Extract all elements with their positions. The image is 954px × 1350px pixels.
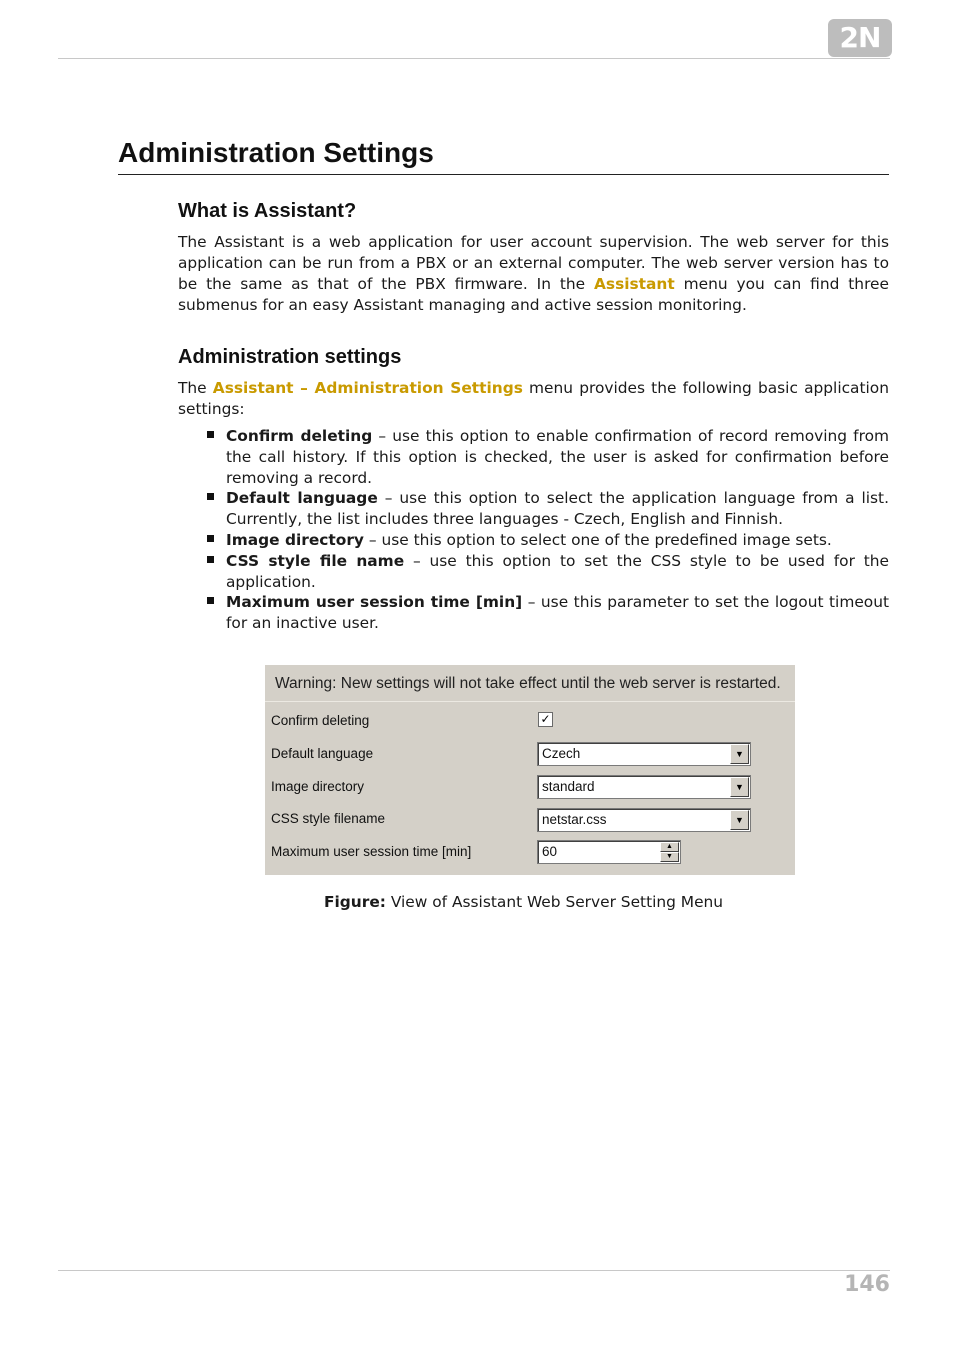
- page-title: Administration Settings: [118, 134, 889, 175]
- list-item: [206, 592, 889, 634]
- css-filename-label: CSS style filename: [271, 811, 386, 826]
- confirm-deleting-label: Confirm deleting: [271, 713, 370, 728]
- css-filename-value: netstar.css: [542, 812, 607, 827]
- caption-text: View of Assistant Web Server Setting Menu: [385, 893, 724, 911]
- session-time-stepper[interactable]: [537, 840, 681, 864]
- list-item: [206, 551, 889, 593]
- bullet-term: Image directory: [226, 530, 364, 549]
- spin-buttons: [660, 842, 679, 862]
- bullet-description: – use this option to select one of the predefined image sets.: [363, 530, 832, 549]
- spin-down-icon[interactable]: ▼: [660, 852, 679, 862]
- assistant-menu-reference: Assistant: [594, 275, 675, 293]
- section-paragraph-intro: [178, 378, 889, 420]
- bullet-term: CSS style file name: [226, 551, 405, 570]
- checkmark-icon: ✓: [540, 712, 551, 726]
- section-paragraph-assistant: [178, 232, 889, 316]
- header-rule: [58, 58, 890, 59]
- default-language-value: Czech: [542, 746, 581, 761]
- bullet-description: – use this parameter to set the logout timeout for an inactive user.: [226, 593, 889, 633]
- list-item: [206, 530, 889, 551]
- default-language-select[interactable]: [537, 742, 751, 766]
- paragraph-text: The Assistant is a web application for user account supervision. The web server for this application can be run from a PBX or an external computer. The web server version has to be the same as that of the PBX firmware. In the: [178, 233, 889, 293]
- image-directory-value: standard: [542, 779, 595, 794]
- session-time-value: 60: [542, 844, 558, 859]
- section-heading-what-is-assistant: What is Assistant?: [178, 200, 357, 222]
- paragraph-text: The: [178, 379, 213, 397]
- default-language-label: Default language: [271, 746, 374, 761]
- spin-up-icon[interactable]: ▲: [660, 842, 679, 852]
- caption-label: Figure:: [324, 893, 386, 911]
- list-item: [206, 426, 889, 488]
- figure-caption: [324, 893, 723, 911]
- restart-warning: Warning: New settings will not take effect until the web server is restarted.: [275, 675, 781, 692]
- chevron-down-icon[interactable]: ▼: [730, 810, 749, 830]
- page-number: 146: [844, 1272, 890, 1297]
- image-directory-select[interactable]: [537, 775, 751, 799]
- section-heading-administration-settings: Administration settings: [178, 346, 402, 368]
- session-time-label: Maximum user session time [min]: [271, 844, 472, 859]
- divider: [265, 701, 795, 702]
- menu-path-reference: Assistant – Administration Settings: [212, 379, 523, 397]
- chevron-down-icon[interactable]: ▼: [730, 744, 749, 764]
- brand-logo: 2N: [828, 19, 892, 57]
- paragraph-text: menu you can find three submenus for an easy Assistant managing and active session monitoring.: [178, 275, 889, 314]
- bullet-description: – use this option to enable confirmation of record removing from the call history. If this option is checked, the user is asked for confirmation before removing a record.: [226, 427, 889, 487]
- bullet-term: Maximum user session time [min]: [226, 593, 523, 612]
- chevron-down-icon[interactable]: ▼: [730, 777, 749, 797]
- css-filename-select[interactable]: [537, 808, 751, 832]
- confirm-deleting-checkbox[interactable]: [538, 712, 553, 727]
- list-item: [206, 488, 889, 530]
- bullet-term: Confirm deleting: [226, 427, 373, 445]
- bullet-description: – use this option to select the application language from a list. Currently, the list includes three languages - Czech, English and Finnish.: [226, 489, 889, 529]
- bullet-term: Default language: [226, 489, 378, 508]
- settings-screenshot-panel: [265, 665, 795, 875]
- paragraph-text: menu provides the following basic application settings:: [178, 379, 889, 418]
- bullet-description: – use this option to set the CSS style to be used for the application.: [226, 551, 889, 591]
- settings-bullet-list: [206, 426, 889, 634]
- footer-rule: [58, 1270, 890, 1271]
- image-directory-label: Image directory: [271, 779, 365, 794]
